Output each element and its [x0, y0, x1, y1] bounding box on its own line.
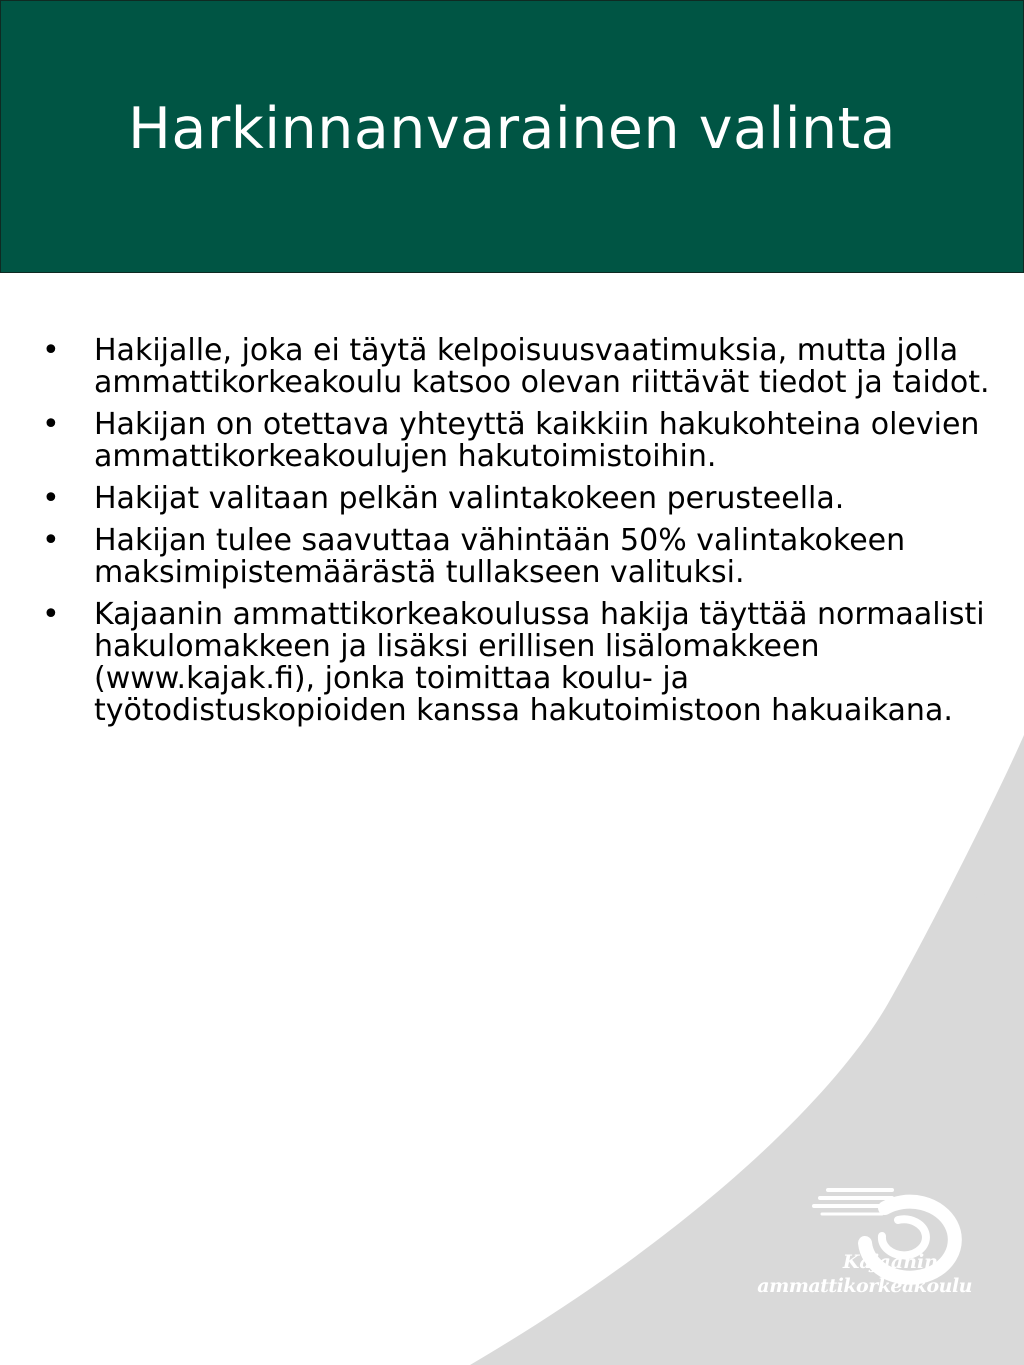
bullet-item — [40, 409, 990, 473]
logo-wordmark — [757, 1250, 972, 1298]
bullet-item — [40, 525, 990, 589]
bullet-item — [40, 335, 990, 399]
logo-line-2: ammattikorkeakoulu — [757, 1275, 972, 1297]
bullet-item — [40, 483, 990, 515]
bullet-text: Hakijan tulee saavuttaa vähintään 50% valintakokeen maksimipistemäärästä tullakseen valituksi. — [94, 523, 906, 590]
bullet-item — [40, 599, 990, 727]
bullet-text: Hakijan on otettava yhteyttä kaikkiin hakukohteina olevien ammattikorkeakoulujen hakutoimistoihin. — [94, 407, 980, 474]
bullet-dot-icon: • — [42, 481, 60, 516]
bullet-dot-icon: • — [42, 523, 60, 558]
slide-title: Harkinnanvarainen valinta — [128, 95, 896, 162]
bullet-dot-icon: • — [42, 333, 60, 368]
bullet-dot-icon: • — [42, 407, 60, 442]
bullet-list — [40, 335, 990, 737]
bullet-text: Hakijat valitaan pelkän valintakokeen perusteella. — [94, 481, 845, 516]
bullet-text: Kajaanin ammattikorkeakoulussa hakija täyttää normaalisti hakulomakkeen ja lisäksi erillisen lisälomakkeen (www.kajak.fi), jonka toimittaa koulu- ja työtodistuskopioiden kanssa hakutoimistoon hakuaikana. — [94, 597, 985, 728]
title-banner — [0, 0, 1024, 273]
bullet-dot-icon: • — [42, 597, 60, 632]
bullet-text: Hakijalle, joka ei täytä kelpoisuusvaatimuksia, mutta jolla ammattikorkeakoulu katsoo olevan riittävät tiedot ja taidot. — [94, 333, 990, 400]
logo-line-1: Kajaanin — [842, 1251, 938, 1273]
